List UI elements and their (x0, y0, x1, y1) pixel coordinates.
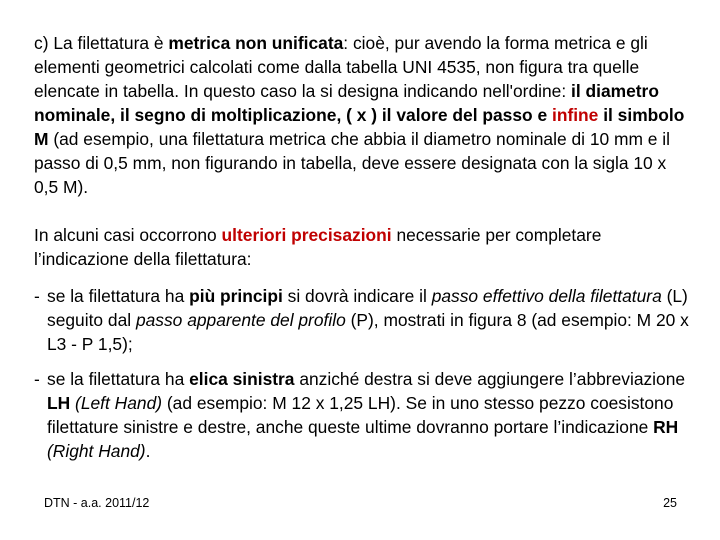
text-span: In alcuni casi occorrono (34, 225, 222, 245)
bold-designation-order: il diametro nominale, il segno di moltiplicazione, ( x ) il valore del passo e (34, 81, 659, 125)
bold-term: più principi (189, 286, 283, 306)
text-span: necessarie per completare l’indicazione della filettatura: (34, 225, 602, 269)
text-span: si dovrà indicare il (282, 286, 432, 306)
text-span: (L) seguito dal (47, 286, 688, 330)
bold-term: elica sinistra (189, 369, 295, 389)
paragraph-further-specifications (34, 223, 694, 271)
bullet-marker: ‑ (34, 286, 40, 306)
italic-term: (Left Hand) (75, 393, 163, 413)
italic-term: passo effettivo della filettatura (431, 286, 662, 306)
text-span: : cioè, pur avendo la forma metrica e gli elementi geometrici calcolati come dalla tabella UNI 4535, non figura tra quelle elencate in tabella. In questo caso la si designa indicando nell'ordine: (34, 33, 648, 101)
footer-course: DTN - a.a. 2011/12 (44, 496, 150, 510)
bold-abbreviation: RH (653, 417, 679, 437)
bullet-text (34, 284, 694, 356)
text-span: (P), mostrati in figura 8 (ad esempio: M 20 x L3 ‑ P 1,5); (47, 310, 689, 354)
bullet-multiple-starts (34, 284, 694, 356)
text-span: (ad esempio, una filettatura metrica che abbia il diametro nominale di 10 mm e il passo di 0,5 mm, non figurando in tabella, deve essere designata con la sigla 10 x 0,5 M). (34, 129, 671, 197)
bold-symbol: il simbolo M (34, 105, 685, 149)
text-span: se la filettatura ha (47, 369, 190, 389)
text-span: se la filettatura ha (47, 286, 190, 306)
bullet-text (34, 367, 694, 463)
red-emphasis: ulteriori precisazioni (221, 225, 392, 245)
bold-term: metrica non unificata (168, 33, 344, 53)
text-span: (ad esempio: M 12 x 1,25 LH). Se in uno stesso pezzo coesistono filettature sinistre e destre, anche queste ultime dovranno portare l’indicazione (47, 393, 674, 437)
paragraph-metric-non-unified (34, 31, 694, 199)
bullet-left-hand (34, 367, 694, 463)
text-span: anziché destra si deve aggiungere l’abbreviazione (294, 369, 686, 389)
bullet-marker: ‑ (34, 369, 40, 389)
text-span: c) La filettatura è (34, 33, 169, 53)
page-number: 25 (663, 496, 677, 510)
text-span: . (145, 441, 151, 461)
red-emphasis: infine (551, 105, 599, 125)
bold-abbreviation: LH (47, 393, 71, 413)
italic-term: passo apparente del profilo (135, 310, 346, 330)
italic-term: (Right Hand) (47, 441, 146, 461)
